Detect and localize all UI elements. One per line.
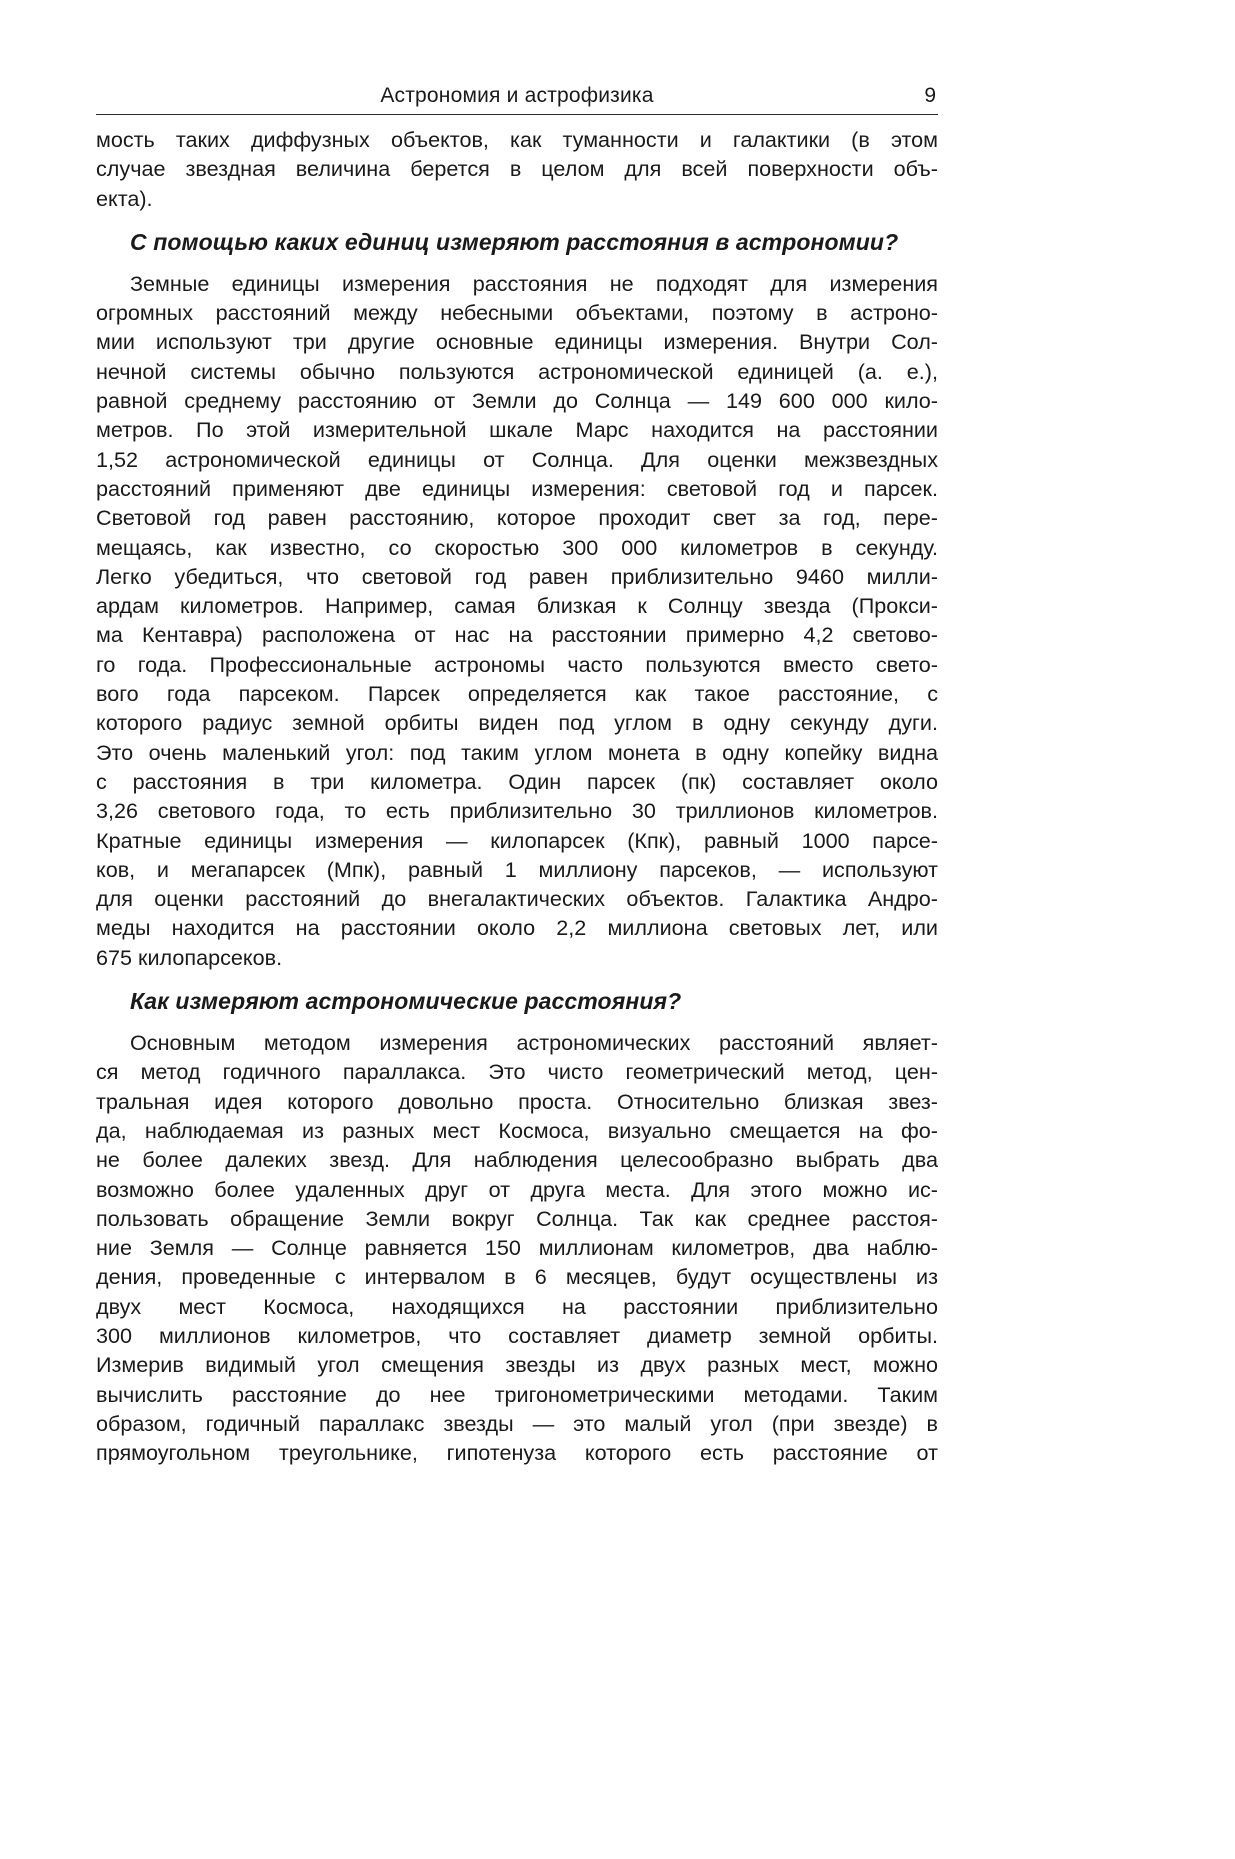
- text-line: вого года парсеком. Парсек определяется как такое расстояние, с: [96, 681, 938, 707]
- text-line: Земные единицы измерения расстояния не подходят для измерения: [130, 270, 938, 296]
- page-number: 9: [924, 84, 936, 107]
- text-line: которого радиус земной орбиты виден под углом в одну секунду дуги.: [96, 710, 938, 736]
- text-line: расстояний применяют две единицы измерения: световой год и парсек.: [96, 475, 938, 501]
- text-line: с расстояния в три километра. Один парсек (пк) составляет около: [96, 768, 938, 794]
- text-line: не более далеких звезд. Для наблюдения целесообразно выбрать два: [96, 1147, 938, 1173]
- text-line: тральная идея которого довольно проста. Относительно близкая звез-: [96, 1088, 938, 1114]
- text-line: прямоугольном треугольнике, гипотенуза которого есть расстояние от: [96, 1440, 938, 1466]
- section-paragraph-units: [96, 269, 938, 972]
- text-line: да, наблюдаемая из разных мест Космоса, визуально смещается на фо-: [96, 1117, 938, 1143]
- text-line: 300 миллионов километров, что составляет диаметр земной орбиты.: [96, 1322, 938, 1348]
- text-line: мость таких диффузных объектов, как туманности и галактики (в этом: [96, 127, 938, 152]
- text-line: екта).: [96, 185, 153, 211]
- text-line: пользовать обращение Земли вокруг Солнца. Так как среднее расстоя-: [96, 1205, 938, 1231]
- running-title: Астрономия и астрофизика: [380, 84, 654, 107]
- text-line: меды находится на расстоянии около 2,2 миллиона световых лет, или: [96, 915, 938, 941]
- intro-paragraph: [96, 125, 938, 213]
- running-header: [96, 78, 938, 115]
- text-line: Измерив видимый угол смещения звезды из двух разных мест, можно: [96, 1352, 938, 1378]
- text-line: ков, и мегапарсек (Мпк), равный 1 миллиону парсеков, — используют: [96, 856, 938, 882]
- text-line: возможно более удаленных друг от друга места. Для этого можно ис-: [96, 1176, 938, 1202]
- text-line: огромных расстояний между небесными объектами, поэтому в астроно-: [96, 300, 938, 326]
- text-line: ма Кентавра) расположена от нас на расстоянии примерно 4,2 светово-: [96, 622, 938, 648]
- text-line: 3,26 светового года, то есть приблизительно 30 триллионов километров.: [96, 798, 938, 824]
- text-line: Легко убедиться, что световой год равен приблизительно 9460 милли-: [96, 563, 938, 589]
- section-heading-measurement: Как измеряют астрономические расстояния?: [130, 988, 682, 1015]
- section-paragraph-measurement: [96, 1028, 938, 1467]
- text-line: Основным методом измерения астрономических расстояний являет-: [130, 1030, 938, 1056]
- text-line: случае звездная величина берется в целом для всей поверхности объ-: [96, 156, 938, 182]
- text-line: мещаясь, как известно, со скоростью 300 000 километров в секунду.: [96, 534, 938, 560]
- text-line: метров. По этой измерительной шкале Марс находится на расстоянии: [96, 417, 938, 443]
- text-line: равной среднему расстоянию от Земли до Солнца — 149 600 000 кило-: [96, 388, 938, 414]
- text-line: вычислить расстояние до нее тригонометрическими методами. Таким: [96, 1381, 938, 1407]
- section-heading-units: С помощью каких единиц измеряют расстояния в астрономии?: [130, 228, 899, 255]
- text-line: Световой год равен расстоянию, которое проходит свет за год, пере-: [96, 505, 938, 531]
- text-line: Это очень маленький угол: под таким углом монета в одну копейку видна: [96, 739, 938, 765]
- text-line: 675 килопарсеков.: [96, 944, 283, 970]
- text-line: двух мест Космоса, находящихся на расстоянии приблизительно: [96, 1293, 938, 1319]
- text-line: го года. Профессиональные астрономы часто пользуются вместо свето-: [96, 651, 938, 677]
- text-line: мии используют три другие основные единицы измерения. Внутри Сол-: [96, 329, 938, 355]
- text-line: ся метод годичного параллакса. Это чисто геометрический метод, цен-: [96, 1059, 938, 1085]
- text-line: нечной системы обычно пользуются астрономической единицей (а. е.),: [96, 358, 938, 384]
- text-line: для оценки расстояний до внегалактических объектов. Галактика Андро-: [96, 886, 938, 912]
- body-text: [96, 125, 938, 1467]
- text-line: ние Земля — Солнце равняется 150 миллионам километров, два наблю-: [96, 1235, 938, 1261]
- text-line: дения, проведенные с интервалом в 6 месяцев, будут осуществлены из: [96, 1264, 938, 1290]
- text-line: 1,52 астрономической единицы от Солнца. Для оценки межзвездных: [96, 446, 938, 472]
- text-line: ардам километров. Например, самая близкая к Солнцу звезда (Прокси-: [96, 593, 938, 619]
- text-line: образом, годичный параллакс звезды — это малый угол (при звезде) в: [96, 1410, 938, 1436]
- text-line: Кратные единицы измерения — килопарсек (Кпк), равный 1000 парсе-: [96, 827, 938, 853]
- book-page: [96, 78, 938, 1467]
